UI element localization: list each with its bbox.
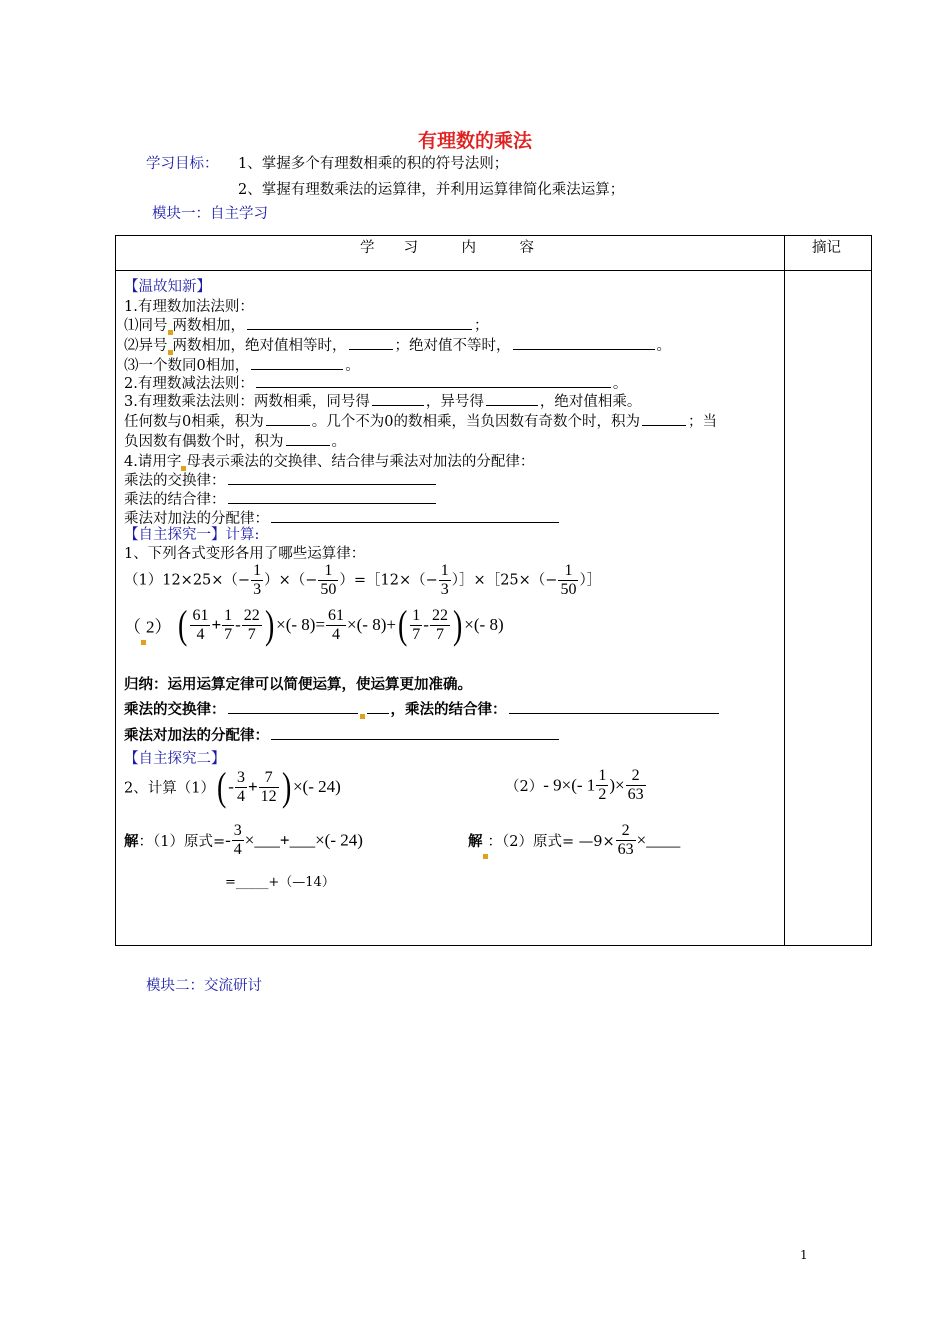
review-line-9: 4.请用字 母表示乘法的交换律、结合律与乘法对加法的分配律：: [124, 454, 535, 470]
summary: 归纳：运用运算定律可以简便运算，使运算更加准确。: [124, 676, 472, 693]
review-line-4: ⑶一个数同0相加， 。: [124, 358, 360, 374]
solution-1: 解：（1）原式=- $\frac{3}{4}$ ×___+___×(- 24): [124, 822, 363, 858]
table-head-notes: 摘记: [812, 240, 841, 256]
marker-icon: [360, 714, 365, 719]
page-number: 1: [800, 1248, 808, 1262]
explore1-question: 1、下列各式变形各用了哪些运算律：: [124, 546, 366, 562]
review-heading: 【温故知新】: [124, 279, 211, 295]
review-line-8: 负因数有偶数个时，积为 。: [124, 434, 346, 450]
explore1-heading: 【自主探究一】计算:: [124, 527, 260, 543]
laws-line-2: 乘法对加法的分配律：: [124, 724, 561, 745]
solution-2: 解 ：（2）原式= —9× $\frac{2}{63}$ ×____: [468, 822, 681, 858]
expression-1: （1）12×25×（− $\frac{1}{3}$ ）×（− $\frac{1}{50}$ ）=［12×（− $\frac{1}{3}$ ）］×［25×（− $\frac{1}{50}$ ）］: [124, 562, 602, 598]
review-line-2: ⑴同号 两数相加， ；: [124, 318, 489, 334]
module-1-heading: 模块一：自主学习: [152, 206, 268, 222]
review-line-5: 2.有理数减法法则： 。: [124, 376, 628, 392]
review-line-6: 3.有理数乘法法则：两数相乘，同号得 ，异号得 ，绝对值相乘。: [124, 394, 642, 410]
module-2-heading: 模块二：交流研讨: [146, 978, 262, 994]
calc-2: （2）- 9×(- 1 $\frac{1}{2}$ )× $\frac{2}{63}$: [505, 767, 644, 803]
explore2-heading: 【自主探究二】: [124, 751, 226, 767]
review-line-3: ⑵异号 两数相加，绝对值相等时， ；绝对值不等时， 。: [124, 338, 671, 354]
marker-icon: [141, 640, 146, 645]
review-line-12: 乘法对加法的分配律：: [124, 507, 561, 528]
calc-1: 2、计算（1）( - $\frac{3}{4}$ + $\frac{7}{12}$ ) ×(- 24): [124, 764, 341, 809]
header-row-divider: [115, 270, 872, 271]
expression-2: （ 2） ( $\frac{61}{4}$ + $\frac{1}{7}$ - $\frac{22}{7}$ ) ×(- 8)= $\frac{61}{4}$ ×(- 8)+( $\frac{1}{7}$ - $\frac{22}{7}$ ) ×(- 8): [124, 602, 504, 647]
review-line-11: 乘法的结合律：: [124, 488, 438, 509]
goal-2: 2、掌握有理数乘法的运算律，并利用运算律简化乘法运算；: [238, 182, 625, 198]
solution-step: =_____+（—14）: [225, 875, 335, 890]
page-title: 有理数的乘法: [417, 130, 532, 152]
review-line-10: 乘法的交换律：: [124, 469, 438, 490]
review-line-1: 1.有理数加法法则：: [124, 299, 254, 315]
review-line-7: 任何数与0相乘，积为 。几个不为0的数相乘，当负因数有奇数个时，积为 ；当: [124, 414, 717, 430]
marker-icon: [483, 854, 488, 859]
goal-1: 1、掌握多个有理数相乘的积的符号法则；: [238, 156, 509, 172]
notes-column-divider: [784, 235, 785, 946]
laws-line-1: 乘法的交换律： ，乘法的结合律：: [124, 698, 721, 719]
table-head-content: 学 习 内 容: [360, 240, 534, 256]
goals-label: 学习目标：: [146, 156, 219, 172]
